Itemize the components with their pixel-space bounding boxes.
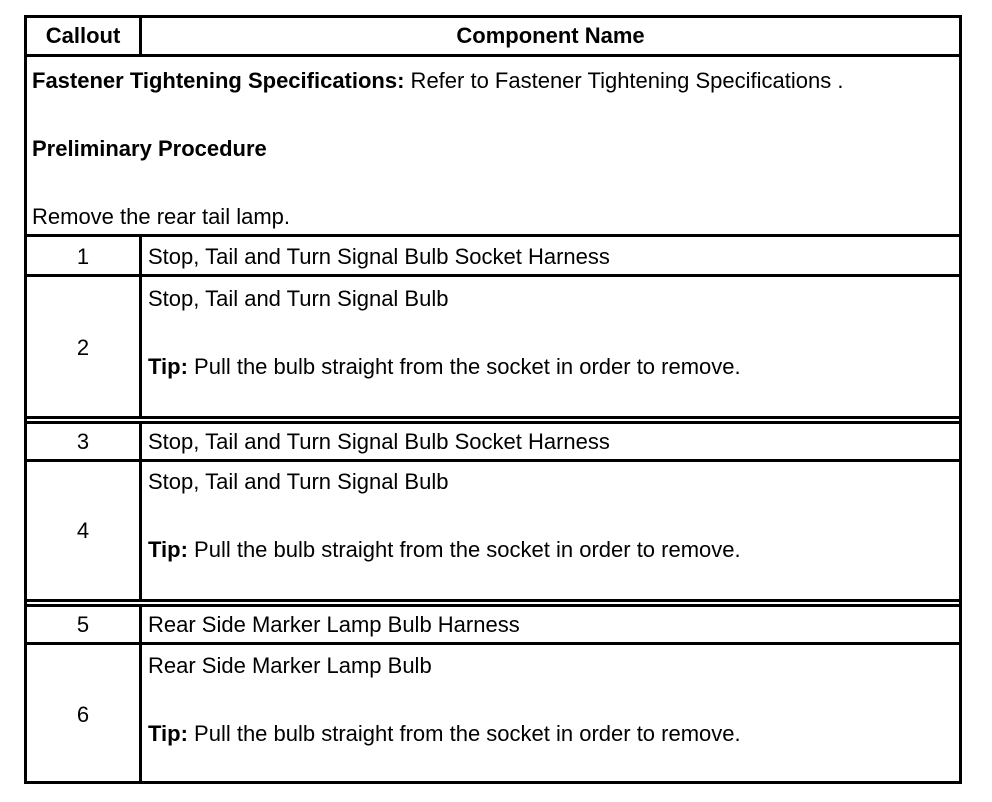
tip-label: Tip:: [148, 721, 188, 746]
header-callout: Callout: [27, 18, 142, 54]
table-row: [27, 645, 959, 784]
preliminary-procedure-heading: Preliminary Procedure: [32, 136, 267, 161]
callout-number: 5: [76, 612, 90, 637]
tip-label: Tip:: [148, 537, 188, 562]
callout-number: 1: [76, 244, 90, 269]
tip-line: [148, 354, 741, 380]
callout-number: 2: [76, 335, 90, 360]
callout-cell: [27, 645, 142, 784]
component-name: Stop, Tail and Turn Signal Bulb Socket Harness: [148, 429, 610, 454]
component-cell: [142, 645, 959, 784]
table-row: [27, 421, 959, 462]
table-row: [27, 237, 959, 277]
tip-label: Tip:: [148, 354, 188, 379]
component-cell: [142, 607, 959, 642]
tip-text: Pull the bulb straight from the socket in order to remove.: [187, 354, 741, 379]
callout-number: 3: [76, 429, 90, 454]
tip-line: [148, 721, 741, 747]
callout-number: 6: [76, 702, 90, 727]
header-component-name: Component Name: [456, 23, 645, 48]
component-cell: [142, 424, 959, 459]
component-name: Rear Side Marker Lamp Bulb: [148, 653, 432, 678]
callout-cell: [27, 462, 142, 599]
callout-cell: [27, 277, 142, 416]
table-row: [27, 462, 959, 602]
component-name: Stop, Tail and Turn Signal Bulb Socket Harness: [148, 244, 610, 269]
fastener-specs-label: Fastener Tightening Specifications:: [32, 68, 405, 93]
component-cell: [142, 237, 959, 274]
tip-text: Pull the bulb straight from the socket in order to remove.: [187, 721, 741, 746]
component-cell: [142, 277, 959, 416]
callout-cell: [27, 237, 142, 274]
tip-line: [148, 537, 741, 563]
fastener-specs-link[interactable]: Refer to Fastener Tightening Specifications .: [404, 68, 844, 93]
callout-cell: [27, 607, 142, 642]
component-name: Stop, Tail and Turn Signal Bulb: [148, 286, 449, 311]
table-header-row: [27, 18, 959, 57]
component-cell: [142, 462, 959, 599]
table-row: [27, 277, 959, 419]
fastener-specs-line: [32, 68, 843, 94]
component-name: Rear Side Marker Lamp Bulb Harness: [148, 612, 520, 637]
tip-text: Pull the bulb straight from the socket in order to remove.: [187, 537, 741, 562]
table-row: [27, 604, 959, 645]
procedure-info: [27, 57, 959, 237]
component-name: Stop, Tail and Turn Signal Bulb: [148, 469, 449, 494]
callout-cell: [27, 424, 142, 459]
callout-number: 4: [76, 518, 90, 543]
component-table: [24, 15, 962, 784]
preliminary-procedure-step: Remove the rear tail lamp.: [32, 204, 290, 229]
